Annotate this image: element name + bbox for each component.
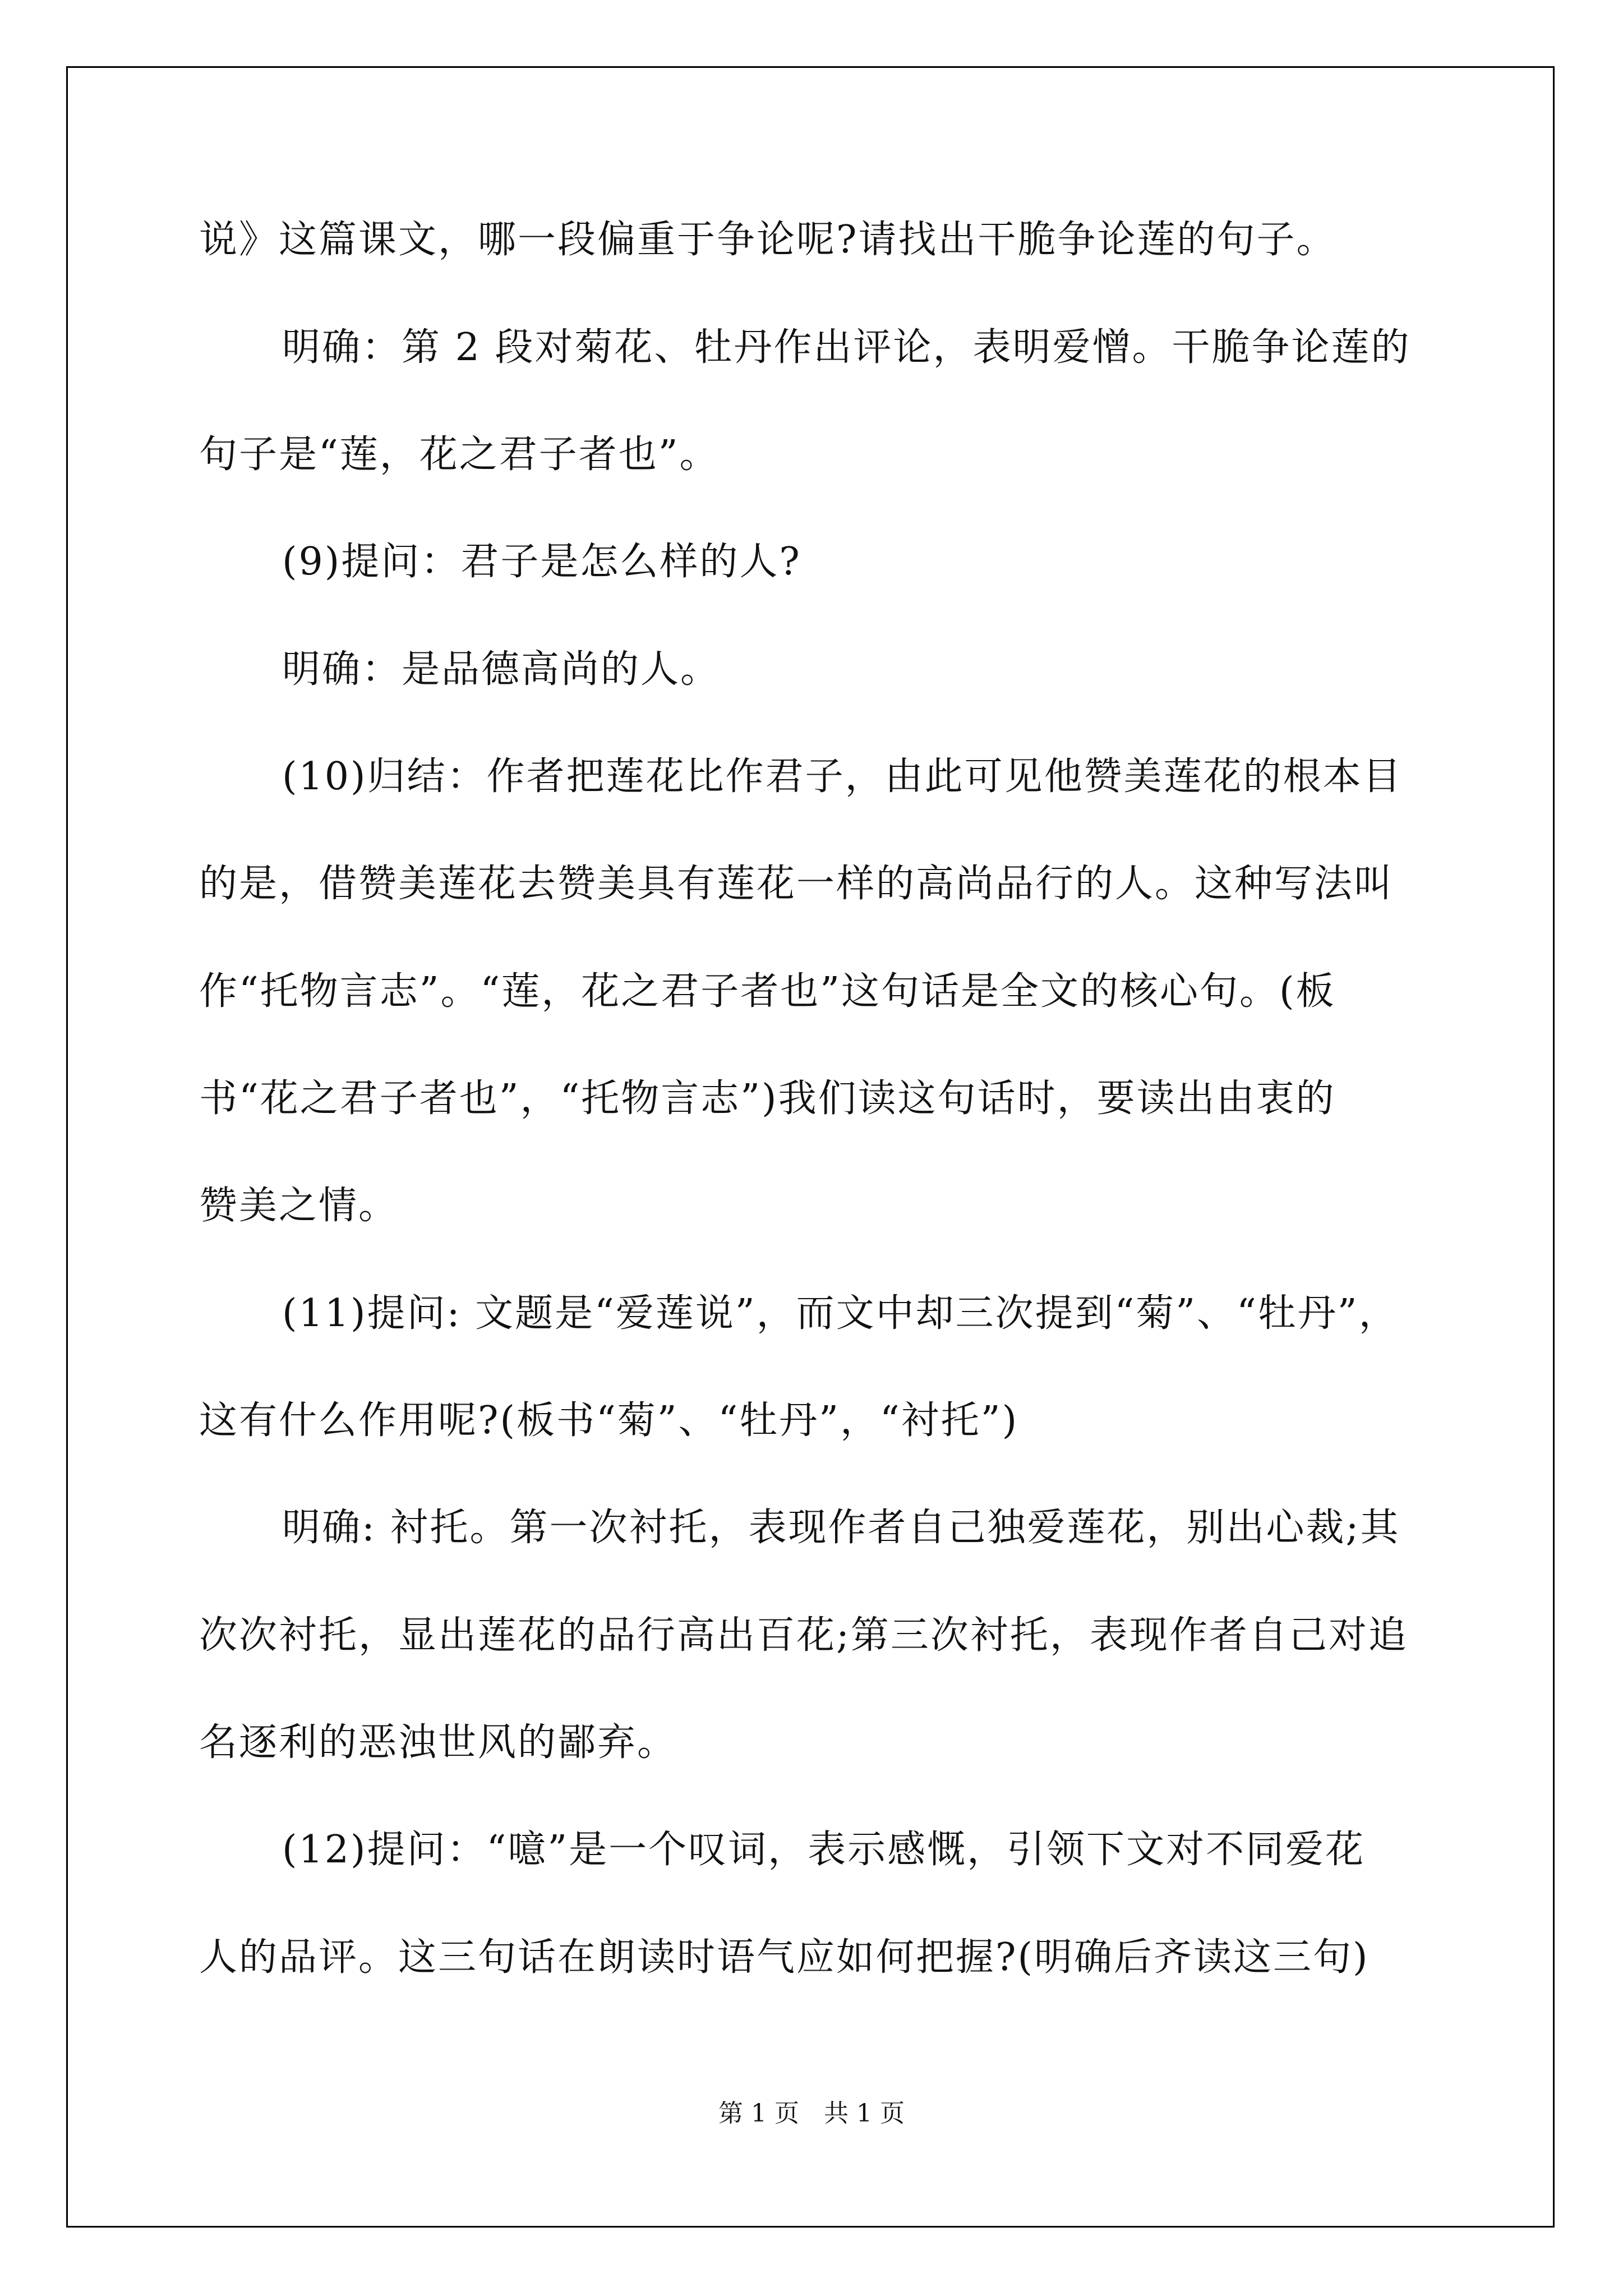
text-line: (12)提问：“噫”是一个叹词，表示感慨，引领下文对不同爱花 xyxy=(282,1828,1366,1872)
text-line: 这有什么作用呢?(板书“菊”、“牡丹”，“衬托”) xyxy=(199,1398,1019,1443)
text-line: 的是，借赞美莲花去赞美具有莲花一样的高尚品行的人。这种写法叫 xyxy=(199,862,1394,906)
page-number-current: 第 1 页 xyxy=(718,2099,799,2128)
text-line: 赞美之情。 xyxy=(199,1184,399,1228)
text-line: (10)归结：作者把莲花比作君子，由此可见他赞美莲花的根本目 xyxy=(282,754,1403,799)
text-line: (9)提问：君子是怎么样的人? xyxy=(282,540,801,584)
page-footer xyxy=(0,2098,1623,2129)
page-border xyxy=(66,66,1555,2228)
text-line: 作“托物言志”。“莲，花之君子者也”这句话是全文的核心句。(板 xyxy=(199,969,1336,1014)
text-line: 明确: 衬托。第一次衬托，表现作者自己独爱莲花，别出心裁;其 xyxy=(282,1506,1400,1550)
text-line: 名逐利的恶浊世风的鄙弃。 xyxy=(199,1720,677,1765)
text-line: 说》这篇课文，哪一段偏重于争论呢?请找出干脆争论莲的句子。 xyxy=(199,218,1336,262)
text-line: 句子是“莲，花之君子者也”。 xyxy=(199,432,720,477)
text-line: 书“花之君子者也”，“托物言志”)我们读这句话时，要读出由衷的 xyxy=(199,1076,1336,1121)
page-number-total: 共 1 页 xyxy=(824,2099,905,2128)
text-line: 次次衬托，显出莲花的品行高出百花;第三次衬托，表现作者自己对追 xyxy=(199,1613,1408,1658)
text-line: 明确：第 2 段对菊花、牡丹作出评论，表明爱憎。干脆争论莲的 xyxy=(282,325,1411,370)
text-line: 人的品评。这三句话在朗读时语气应如何把握?(明确后齐读这三句) xyxy=(199,1935,1370,1980)
text-line: (11)提问: 文题是“爱莲说”，而文中却三次提到“菊”、“牡丹”， xyxy=(282,1291,1399,1336)
text-line: 明确：是品德高尚的人。 xyxy=(282,647,721,692)
